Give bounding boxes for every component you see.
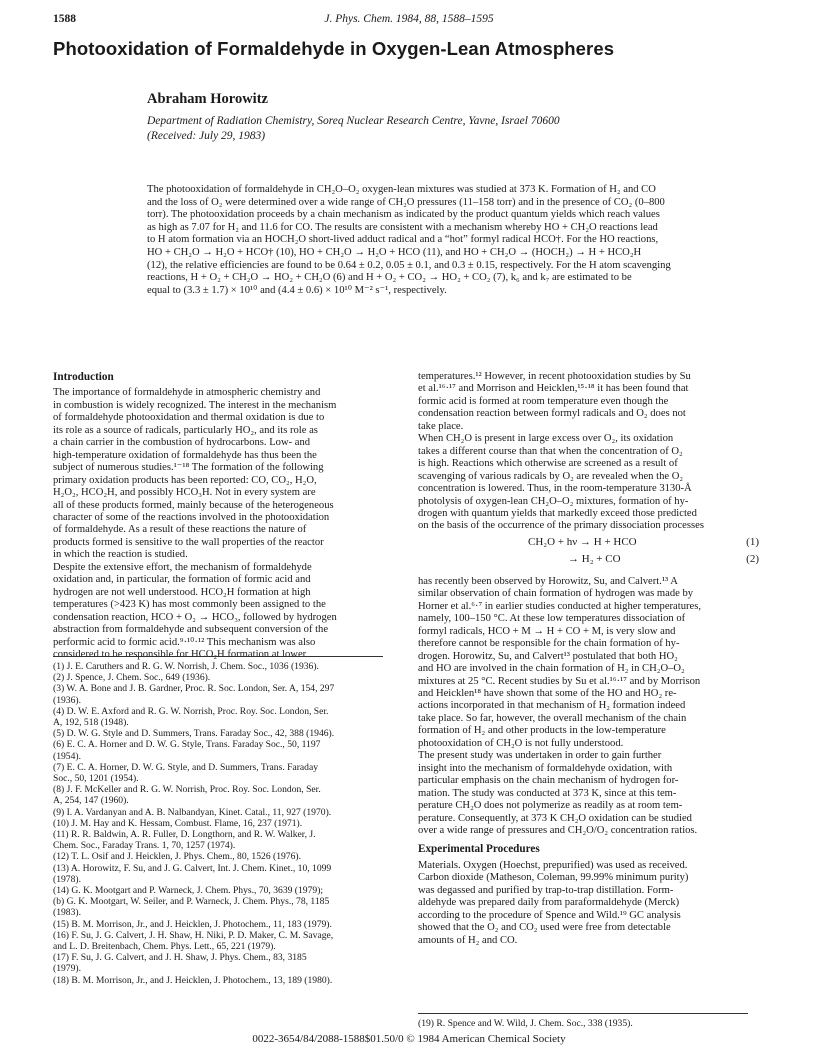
reference: (12) T. L. Osif and J. Heicklen, J. Phys. Chem., 80, 1526 (1976). [53,851,301,863]
reference: (8) J. F. McKeller and R. G. W. Norrish, Proc. Roy. Soc. London, Ser. [53,784,321,796]
equation-2 [418,553,765,567]
journal-citation: J. Phys. Chem. 1984, 88, 1588–1595 [324,13,494,25]
right-column [418,371,765,947]
body-line: subject of numerous studies.¹⁻¹⁸ The formation of the following [53,462,324,474]
reference: (10) J. M. Hay and K. Hessam, Combust. Flame, 16, 237 (1971). [53,817,303,829]
body-line: concentration is lowered. Thus, in the room-temperature 3130-Å [418,483,692,495]
reference: Soc., 50, 1201 (1954). [53,773,139,785]
body-line: primary oxidation products has been reported: CO, CO₂, H₂O, [53,474,317,486]
reference: (5) D. W. G. Style and D. Summers, Trans. Faraday Soc., 42, 388 (1946). [53,728,335,740]
abstract-line: The photooxidation of formaldehyde in CH₂O–O₂ oxygen-lean mixtures was studied at 373 K. Formation of H₂ and CO [147,184,656,195]
body-line: all of these products formed, mainly because of the heterogeneous [53,499,334,511]
body-line: temperatures.¹² However, in recent photooxidation studies by Su [418,371,691,382]
footnote-rule [418,1013,748,1014]
reference: (17) F. Su, J. G. Calvert, and J. H. Shaw, J. Phys. Chem., 83, 3185 [53,952,307,964]
body-line: Horner et al.⁶·⁷ in earlier studies conducted at higher temperatures, [418,600,702,612]
body-line: Materials. Oxygen (Hoechst, prepurified) was used as received. [418,859,688,871]
reference: (4) D. W. E. Axford and R. G. W. Norrish, Proc. Roy. Soc. London, Ser. [53,705,329,717]
body-line: amounts of H₂ and CO. [418,934,518,946]
abstract-line: HO + CH₂O → H₂O + HCO† (10), HO + CH₂O → H₂O + HCO (11), and HO + CH₂O → (HOCH₂) → H + HCO₂H [147,246,642,258]
body-line: character of some of the reactions involved in the photooxidation [53,511,330,523]
equation-1 [418,536,765,550]
body-line: oxidation and, in particular, the formation of formic acid and [53,574,311,586]
reference: (3) W. A. Bone and J. B. Gardner, Proc. R. Soc. London, Ser. A, 154, 297 [53,683,335,695]
body-line: take place. So far, however, the overall mechanism of the chain [418,712,687,724]
section-heading-introduction: Introduction [53,371,114,383]
article-title: Photooxidation of Formaldehyde in Oxygen-Lean Atmospheres [53,38,615,59]
body-line: The importance of formaldehyde in atmospheric chemistry and [53,387,321,399]
footnote-rule [53,656,383,657]
abstract [147,184,767,297]
references-right [418,1013,765,1029]
section-heading-experimental: Experimental Procedures [418,843,540,856]
reference: A, 254, 147 (1960). [53,795,129,807]
body-line: formyl radicals, HCO + M → H + CO + M, is very slow and [418,625,676,637]
body-line: on the basis of the occurrence of the primary dissociation processes [418,520,704,532]
body-line: takes a different course than that when the concentration of O₂ [418,445,683,457]
body-line: Carbon dioxide (Matheson, Coleman, 99.99% minimum purity) [418,872,689,884]
body-line: photooxidation of CH₂O is not fully understood. [418,737,624,749]
body-line: particular emphasis on the chain mechanism of hydrogen for- [418,775,679,787]
running-header [53,13,765,29]
body-line: of formaldehyde photooxidation and thermal oxidation is due to [53,412,325,424]
reference: (b) G. K. Mootgart, W. Seiler, and P. Warneck, J. Chem. Phys., 78, 1185 [53,896,330,908]
reference: (7) E. C. A. Horner, D. W. G. Style, and D. Summers, Trans. Faraday [53,761,319,773]
body-line: a chain carrier in the combustion of hydrocarbons. Low- and [53,437,311,449]
reference: (9) I. A. Vardanyan and A. B. Nalbandyan, Kinet. Catal., 11, 927 (1970). [53,806,332,818]
body-line: mation. The study was conducted at 373 K, since at this tem- [418,787,677,799]
body-line: The present study was undertaken in order to gain further [418,750,662,762]
body-line: take place. [418,420,464,432]
body-line: drogen with quantum yields that markedly exceed those predicted [418,507,697,519]
reference: (1979). [53,963,81,975]
reference: (1954). [53,750,81,762]
body-line: according to the procedure of Spence and Wild.¹⁹ GC analysis [418,909,681,921]
body-line: namely, 100–150 °C. At these low temperatures dissociation of [418,613,686,625]
equation-2-number: (2) [746,552,759,565]
body-line: hydrogen are not well understood. HCO₂H formation at high [53,586,311,598]
body-line: perature. Consequently, at 373 K CH₂O oxidation can be studied [418,812,692,824]
body-line: over a wide range of pressures and CH₂O/O₂ concentration ratios. [418,824,698,836]
abstract-line: as high as 7.07 for H₂ and 11.6 for CO. The results are consistent with a mechanism whereby HO + CH₂O reactions lead [147,221,658,233]
body-line: formation of H₂ and other products in the low-temperature [418,725,666,737]
received-date: (Received: July 29, 1983) [147,130,266,142]
body-line: condensation reaction between formyl radicals and O₂ does not [418,408,686,420]
reference: A, 192, 518 (1948). [53,717,129,729]
body-line: showed that the O₂ and CO₂ used were free from detectable [418,922,671,934]
reference: (1978). [53,873,81,885]
body-line: and HO are involved in the chain formation of H₂ in CH₂O–O₂ [418,663,685,675]
body-line: H₂O₂, HCO₂H, and possibly HCO₃H. Not in every system are [53,487,316,499]
body-line: actions incorporated in that mechanism of H₂ formation indeed [418,700,686,712]
body-line: abstraction from formaldehyde and subsequent conversion of the [53,624,329,636]
body-line: drogen. Horowitz, Su, and Calvert¹³ postulated that both HO₂ [418,650,678,662]
body-line: aldehyde was prepared daily from paraformaldehyde (Merck) [418,897,680,909]
body-line: has recently been observed by Horowitz, Su, and Calvert.¹³ A [418,575,678,587]
left-column [53,371,398,661]
body-line: photolysis of oxygen-lean CH₂O–O₂ mixtures, formation of hy- [418,495,689,507]
body-line: and Heicklen¹⁸ have shown that some of the HO and HO₂ re- [418,687,677,699]
body-line: high-temperature oxidation of formaldehyde has thus been the [53,449,317,461]
equation-1-number: (1) [746,535,759,548]
reference: (1) J. E. Caruthers and R. G. W. Norrish, J. Chem. Soc., 1036 (1936). [53,661,319,672]
body-line: similar observation of chain formation of hydrogen was made by [418,588,694,600]
body-line: Despite the extensive effort, the mechanism of formaldehyde [53,561,312,573]
reference: (19) R. Spence and W. Wild, J. Chem. Soc., 338 (1935). [418,1018,633,1029]
body-line: perature CH₂O does not polymerize as readily as at room tem- [418,800,683,812]
body-line: mixtures at 25 °C. Recent studies by Su et al.¹⁶·¹⁷ and by Morrison [418,675,701,687]
body-line: of formaldehyde. As a result of these reactions the nature of [53,524,307,536]
body-line: performic acid to formic acid.⁹·¹⁰·¹² This mechanism was also [53,636,316,648]
reference: (11) R. R. Baldwin, A. R. Fuller, D. Longthorn, and R. W. Walker, J. [53,829,316,841]
body-line: was degassed and purified by trap-to-trap distillation. Form- [418,884,674,896]
reference: (13) A. Horowitz, F. Su, and J. G. Calvert, Int. J. Chem. Kinet., 10, 1099 [53,862,332,874]
reference: (14) G. K. Mootgart and P. Warneck, J. Chem. Phys., 70, 3639 (1979); [53,885,324,897]
author-name: Abraham Horowitz [147,91,268,107]
body-line: considered to be responsible for HCO₂H formation at lower [53,648,307,660]
affiliation-line: Department of Radiation Chemistry, Soreq Nuclear Research Centre, Yavne, Israel 70600 [147,115,560,127]
body-line: condensation reaction, HCO + O₂ → HCO₃, followed by hydrogen [53,611,337,623]
reference: (18) B. M. Morrison, Jr., and J. Heicklen, J. Photochem., 13, 189 (1980). [53,974,333,986]
copyright-footer: 0022-3654/84/2088-1588$01.50/0 © 1984 American Chemical Society [252,1033,566,1045]
abstract-line: equal to (3.3 ± 1.7) × 10¹⁰ and (4.4 ± 0.6) × 10¹⁰ M⁻² s⁻¹, respectively. [147,284,447,296]
body-line: therefore cannot be responsible for the chain formation of hy- [418,638,680,650]
affiliation [147,114,707,144]
reference: (2) J. Spence, J. Chem. Soc., 649 (1936). [53,672,211,684]
body-line: insight into the mechanism of formaldehyde oxidation, with [418,762,673,774]
abstract-line: torr). The photooxidation proceeds by a chain mechanism as indicated by the product quantum yields which reach values [147,209,660,221]
reference: (16) F. Su, J. G. Calvert, J. H. Shaw, H. Niki, P. D. Maker, C. M. Savage, [53,929,334,941]
body-line: temperatures (>423 K) has most commonly been assigned to the [53,599,326,611]
abstract-line: (12), the relative efficiencies are found to be 0.64 ± 0.2, 0.05 ± 0.1, and 0.3 ± 0.15, respectively. For the H atom scavenging [147,259,671,271]
body-line: in which the reaction is studied. [53,549,188,561]
body-line: When CH₂O is present in large excess over O₂, its oxidation [418,433,674,445]
abstract-line: to H atom formation via an HOCH₂O short-lived adduct radical and a “hot” formyl radical HCO†. For the HO reactions, [147,234,659,246]
equation-1-expression: CH₂O + hν → H + HCO [528,535,637,548]
body-line: formic acid is formed at room temperature even though the [418,395,669,407]
body-line: products formed is sensitive to the wall properties of the reactor [53,536,324,548]
body-line: scavenging of various radicals by O₂ are revealed when the O₂ [418,470,684,482]
body-line: is high. Reactions which otherwise are screened as a result of [418,458,678,470]
references-left [53,656,398,986]
reference: Chem. Soc., Faraday Trans. 1, 70, 1257 (1974). [53,840,236,852]
reference: (1936). [53,694,81,706]
reference: and L. D. Breitenbach, Chem. Phys. Lett., 65, 221 (1979). [53,941,276,953]
reference: (1983). [53,907,81,919]
page-number: 1588 [53,13,76,25]
body-line: its role as a source of radicals, particularly HO₂, and its role as [53,424,318,436]
reference: (6) E. C. A. Horner and D. W. G. Style, Trans. Faraday Soc., 50, 1197 [53,739,321,751]
body-line: in combustion is widely recognized. The interest in the mechanism [53,399,337,411]
abstract-line: reactions, H + O₂ + CH₂O → HO₂ + CH₂O (6) and H + O₂ + CO₂ → HO₂ + CO₂ (7), k₆ and k₇ are estimated to be [147,272,632,284]
abstract-line: and the loss of O₂ were determined over a wide range of CH₂O pressures (11–158 torr) and in the presence of CO₂ (0–800 [147,196,665,208]
equation-2-expression: → H₂ + CO [568,552,621,565]
body-line: et al.¹⁶·¹⁷ and Morrison and Heicklen,¹⁵·¹⁸ it has been found that [418,383,689,395]
reference: (15) B. M. Morrison, Jr., and J. Heicklen, J. Photochem., 11, 183 (1979). [53,918,332,930]
